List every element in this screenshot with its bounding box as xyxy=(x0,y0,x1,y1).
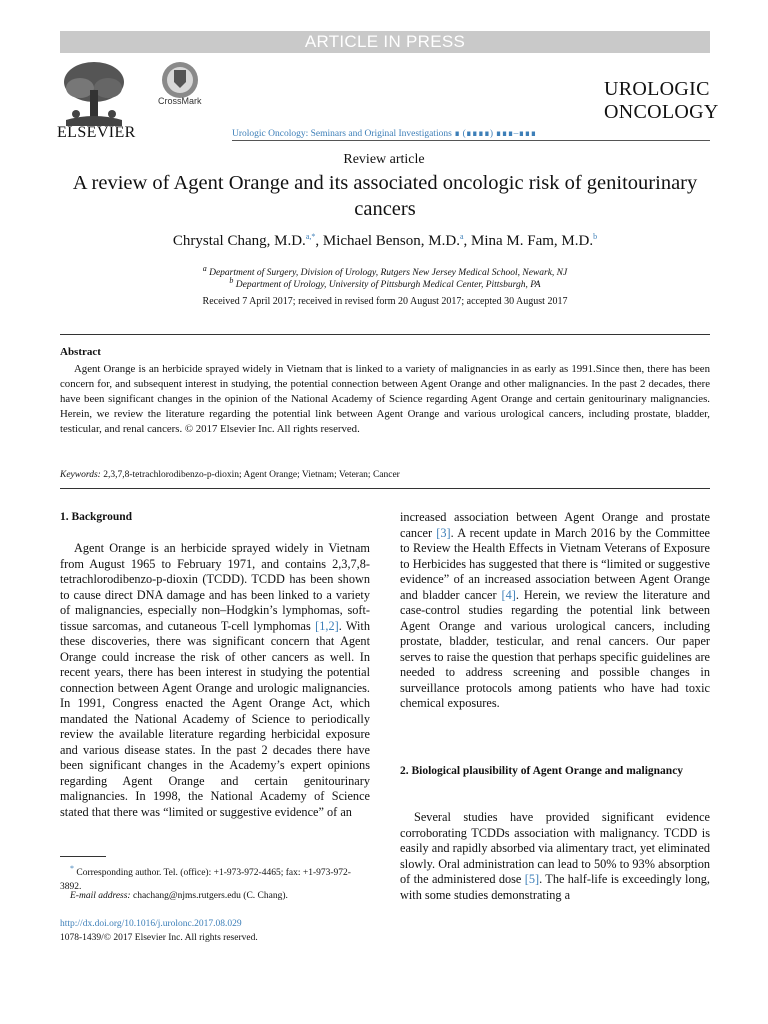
author-name: Michael Benson, M.D. xyxy=(322,233,460,249)
keywords-divider xyxy=(60,488,710,489)
author-affiliation-mark[interactable]: b xyxy=(593,232,598,241)
abstract-top-divider xyxy=(60,334,710,335)
citation-link[interactable]: [5] xyxy=(524,872,540,886)
section-1-paragraph-2: increased association between Agent Orange and prostate cancer [3]. A recent update in March 2016 by the Committee to Review the Health Effects in Vietnam Veterans of Exposure to Herbicides has suggested that there is “limited or suggestive evidence” of an increased association between Agent Orange and bladder cancer [4]. Herein, we review the literature and case-control studies regarding the potential link between Agent Orange and various urological cancers, including prostate, bladder, testicular, and renal cancers. Our paper serves to raise the question that perhaps specific guidelines are needed to address screening and possible changes in surveillance protocols among patients who have had toxic chemical exposures. xyxy=(400,510,711,710)
header-divider xyxy=(232,140,710,141)
crossmark-label: CrossMark xyxy=(158,96,202,106)
abstract-text: Agent Orange is an herbicide sprayed widely in Vietnam that is linked to a variety of malignancies in as early as 1991.Since then, there has been concern for, and subsequent interest in studying, the potential connection between Agent Orange and other malignancies. In the past 2 decades, there have been significant changes in the opinion of the National Academy of Science regarding Agent Orange and certain genitourinary malignancies. Herein, we review the literature regarding the potential link between Agent Orange and various urological cancers, including prostate, bladder, testicular, and renal cancers. © 2017 Elsevier Inc. All rights reserved. xyxy=(60,363,710,435)
author-name: Chrystal Chang, M.D. xyxy=(172,233,306,249)
author-name: Mina M. Fam, M.D. xyxy=(471,233,594,249)
publisher-name: ELSEVIER xyxy=(57,124,136,141)
journal-citation-line[interactable]: Urologic Oncology: Seminars and Original Investigations ∎ (∎∎∎∎) ∎∎∎–∎∎∎ xyxy=(232,129,537,139)
crossmark-icon[interactable] xyxy=(160,60,200,100)
keywords-text: 2,3,7,8-tetrachlorodibenzo-p-dioxin; Agent Orange; Vietnam; Veteran; Cancer xyxy=(103,470,400,480)
article-type: Review article xyxy=(343,152,425,167)
journal-brand-line2: ONCOLOGY xyxy=(604,101,719,123)
affiliation-a: $^a$ Department of Surgery, Division of Urology, Rutgers New Jersey Medical School, Newark, NJ xyxy=(202,264,568,279)
corresponding-author-note: * Corresponding author. Tel. (office): +1-973-972-4465; fax: +1-973-972-3892. xyxy=(60,864,351,892)
keywords-label: Keywords: xyxy=(60,470,101,480)
doi-link[interactable]: http://dx.doi.org/10.1016/j.urolonc.2017.08.029 xyxy=(60,919,242,929)
citation-link[interactable]: [1,2] xyxy=(315,618,339,633)
section-1-paragraph-1: Agent Orange is an herbicide sprayed widely in Vietnam from August 1965 to February 1971, and contains 2,3,7,8-tetrachlorodibenzo-p-dioxin (TCDD). TCDD has been shown to cause direct DNA damage and has been linked to a variety of malignancies, especially non–Hodgkin’s lymphomas, soft-tissue sarcomas, and cutaneous T-cell lymphomas [1,2]. With these discoveries, there was significant concern that Agent Orange could increase the risk of other cancers as well. In recent years, there has been interest in studying the potential connection between Agent Orange and urologic malignancies. In 1991, Congress enacted the Agent Orange Act, which mandated the National Academy of Science to periodically review the available literature regarding herbicidal exposure and various disease states. In the past 2 decades there have been significant changes in the Academy’s expert opinions regarding Agent Orange and certain genitourinary malignancies. In 1998, the National Academy of Science stated that there was “limited or suggestive evidence” of an xyxy=(60,541,370,819)
email-link[interactable]: chachang@njms.rutgers.edu (C. Chang). xyxy=(132,891,288,901)
author-separator: , xyxy=(315,233,323,249)
author-separator: , xyxy=(463,233,472,249)
elsevier-tree-logo xyxy=(58,58,130,128)
abstract-heading: Abstract xyxy=(60,346,101,358)
section-1-heading: 1. Background xyxy=(60,511,133,523)
section-2-heading: 2. Biological plausibility of Agent Orange and malignancy xyxy=(400,765,684,777)
affiliation-b: $^b$ Department of Urology, University of Pittsburgh Medical Center, Pittsburgh, PA xyxy=(229,276,541,291)
received-dates: Received 7 April 2017; received in revised form 20 August 2017; accepted 30 August 2017 xyxy=(202,296,568,307)
author-list xyxy=(60,232,710,250)
author-affiliation-mark[interactable]: a xyxy=(459,232,464,241)
copyright-line: 1078-1439/© 2017 Elsevier Inc. All rights reserved. xyxy=(60,933,258,943)
journal-brand xyxy=(604,78,719,124)
journal-brand-line1: UROLOGIC xyxy=(604,78,710,100)
article-title: A review of Agent Orange and its associated oncologic risk of genitourinary cancers xyxy=(72,172,698,220)
email-note: E-mail address: chachang@njms.rutgers.edu (C. Chang). xyxy=(70,891,288,901)
author-affiliation-mark[interactable]: a,* xyxy=(305,232,316,241)
citation-link[interactable]: [3] xyxy=(436,525,451,540)
footnote-divider xyxy=(60,856,106,857)
section-2-paragraph-1: Several studies have provided significant evidence corroborating TCDDs association with malignancy. TCDD is easily and rapidly absorbed via alimentary tract, yet eliminated slowly. Oral administration can lead to 50% to 93% absorption of the administered dose [5]. The half-life is exceedingly long, with some studies demonstrating a xyxy=(400,810,710,902)
article-in-press-banner: ARTICLE IN PRESS xyxy=(60,31,710,53)
citation-link[interactable]: [4] xyxy=(501,587,516,602)
keywords xyxy=(60,470,710,480)
